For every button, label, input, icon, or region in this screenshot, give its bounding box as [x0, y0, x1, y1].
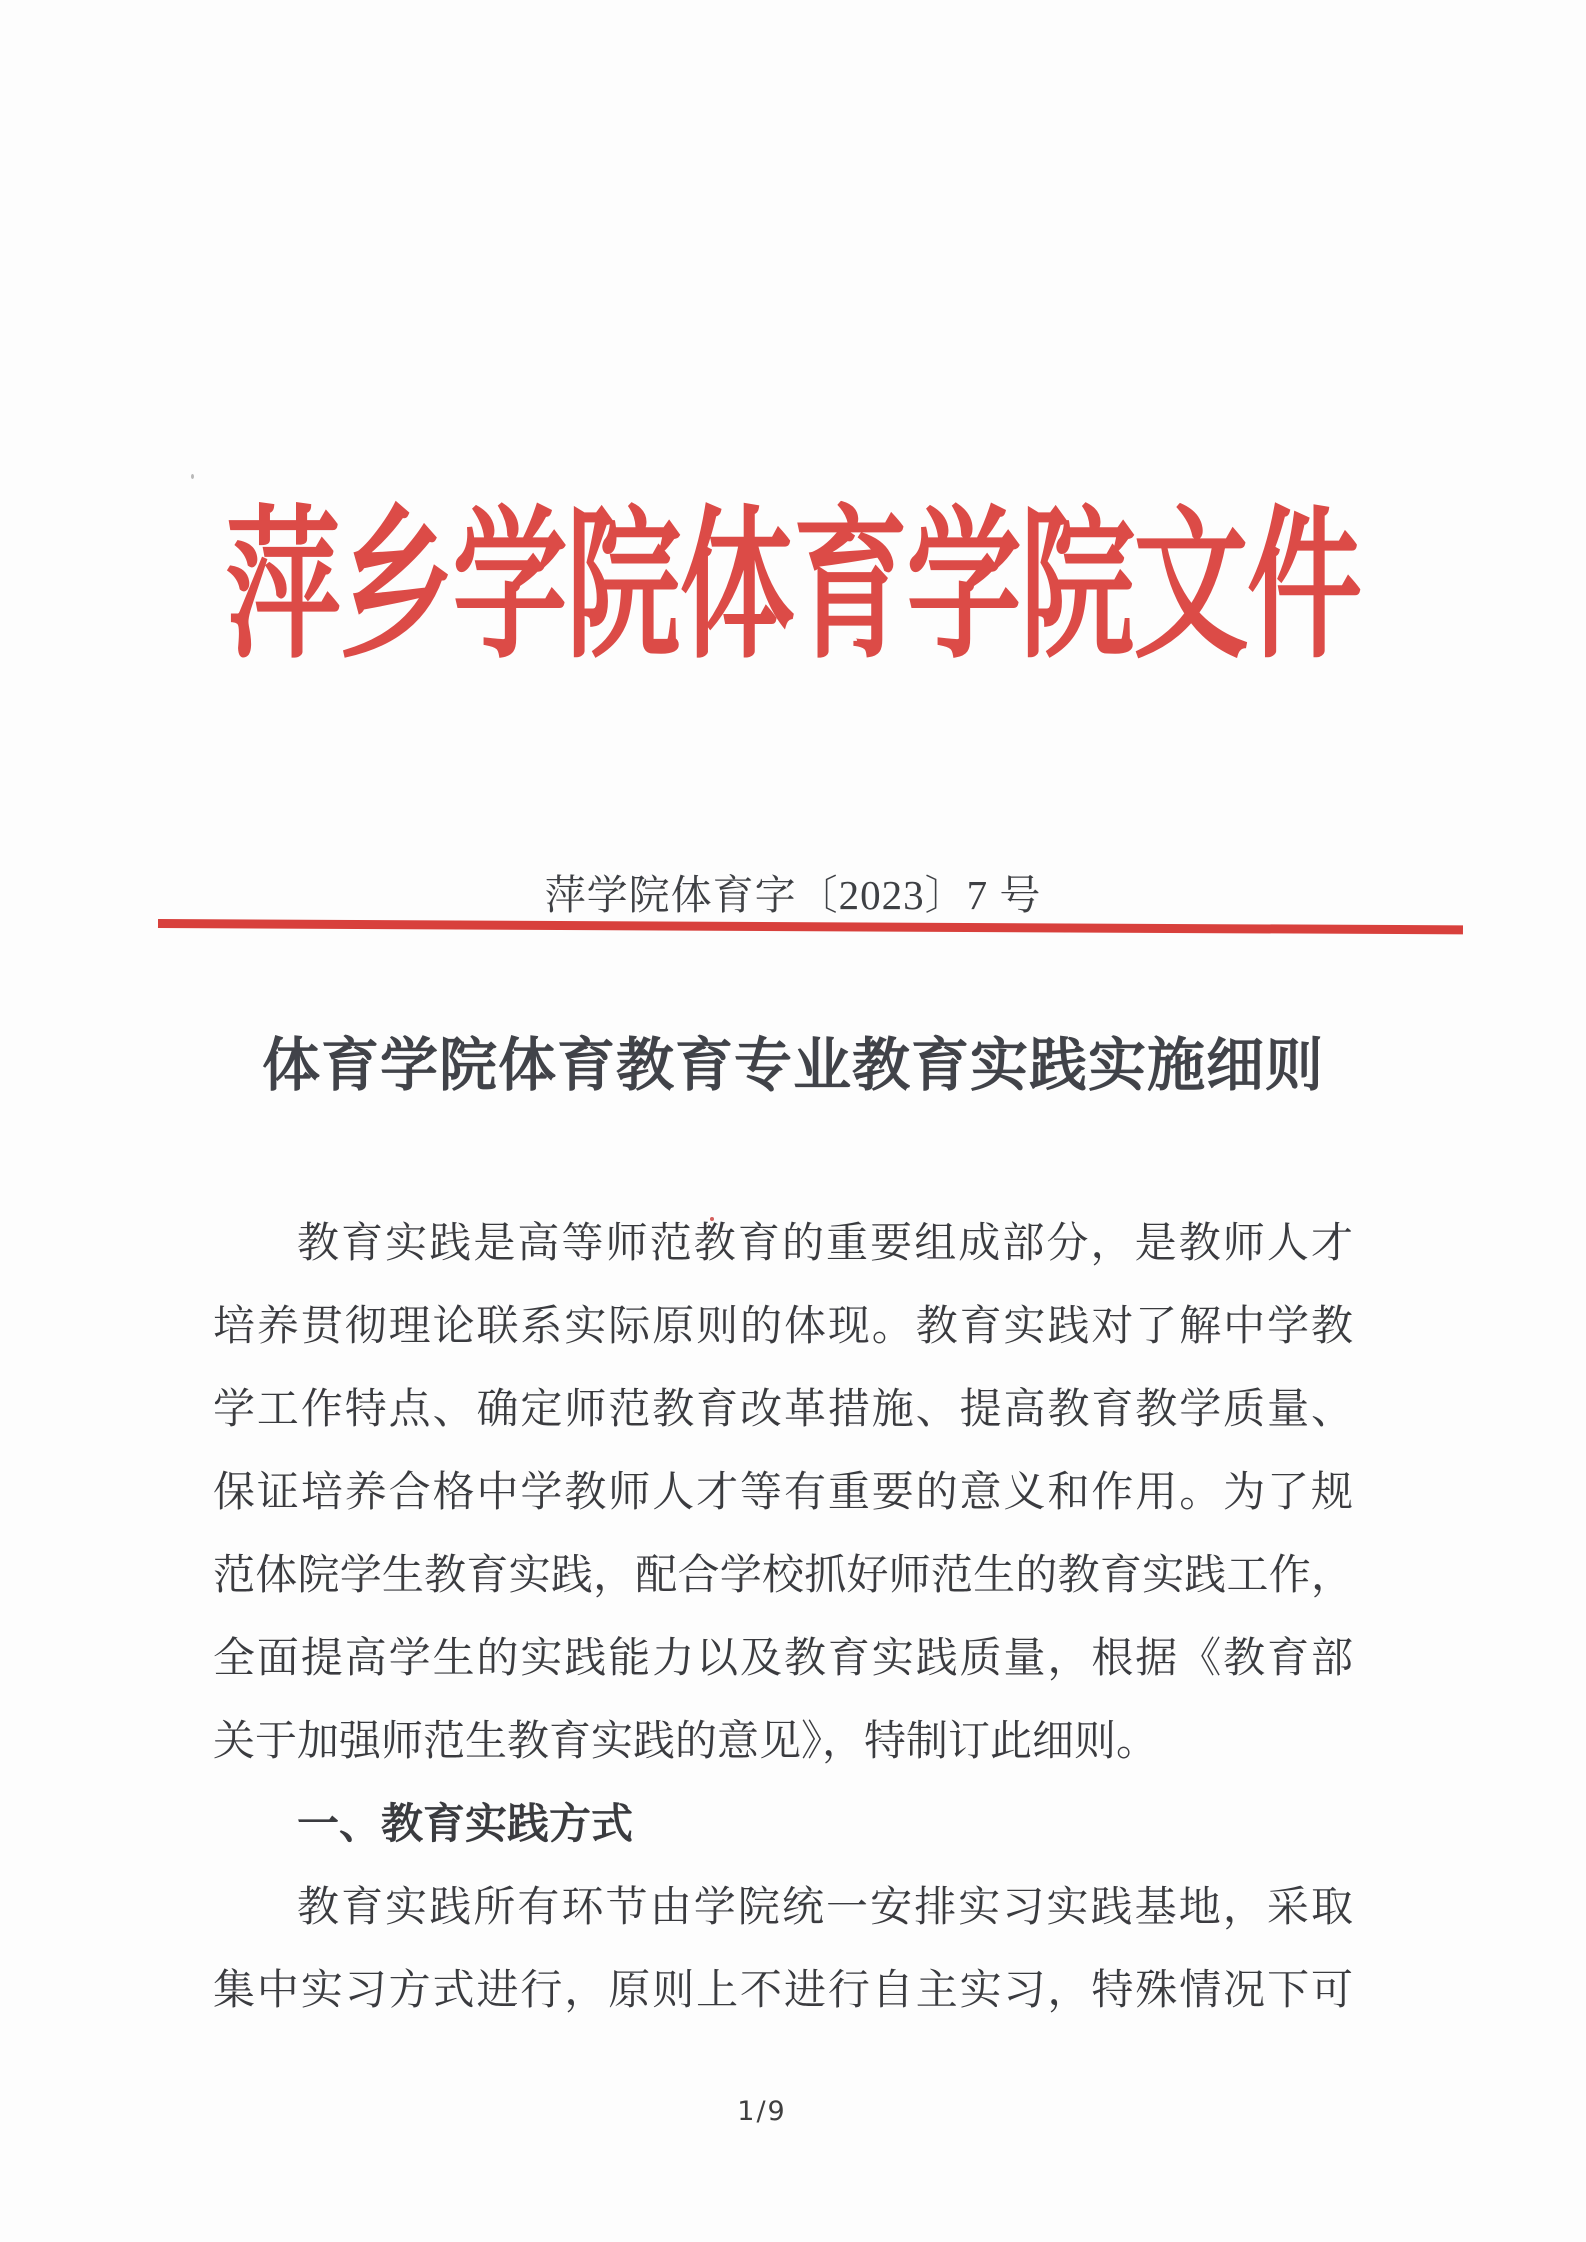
- scan-artifact-red-dot: [710, 1217, 714, 1221]
- page-number: 1/9: [737, 2096, 787, 2127]
- body-line: 关于加强师范生教育实践的意见》，特制订此细则。: [213, 1719, 1159, 1765]
- body-line: 保证培养合格中学教师人才等有重要的意义和作用。为了规: [213, 1470, 1353, 1516]
- body-line: 集中实习方式进行，原则上不进行自主实习，特殊情况下可: [213, 1968, 1353, 2014]
- document-title: 体育学院体育教育专业教育实践实施细则: [261, 1033, 1324, 1098]
- red-divider-rule: [158, 919, 1463, 934]
- body-line: 全面提高学生的实践能力以及教育实践质量，根据《教育部: [213, 1636, 1353, 1682]
- letterhead-banner: [0, 497, 1586, 678]
- body-text: [213, 1203, 1353, 2033]
- letterhead-title: 萍乡学院体育学院文件: [225, 497, 1361, 678]
- body-line: 学工作特点、确定师范教育改革措施、提高教育教学质量、: [213, 1387, 1353, 1433]
- section-heading: 一、教育实践方式: [297, 1802, 634, 1848]
- body-line: 培养贯彻理论联系实际原则的体现。教育实践对了解中学教: [213, 1304, 1353, 1350]
- body-line: 教育实践是高等师范教育的重要组成部分，是教师人才: [297, 1221, 1353, 1267]
- body-line: 教育实践所有环节由学院统一安排实习实践基地，采取: [297, 1885, 1353, 1931]
- document-number: 萍学院体育字〔2023〕7 号: [544, 872, 1042, 918]
- scan-artifact-gray-dot: [191, 474, 194, 479]
- body-line: 范体院学生教育实践，配合学校抓好师范生的教育实践工作，: [213, 1553, 1353, 1599]
